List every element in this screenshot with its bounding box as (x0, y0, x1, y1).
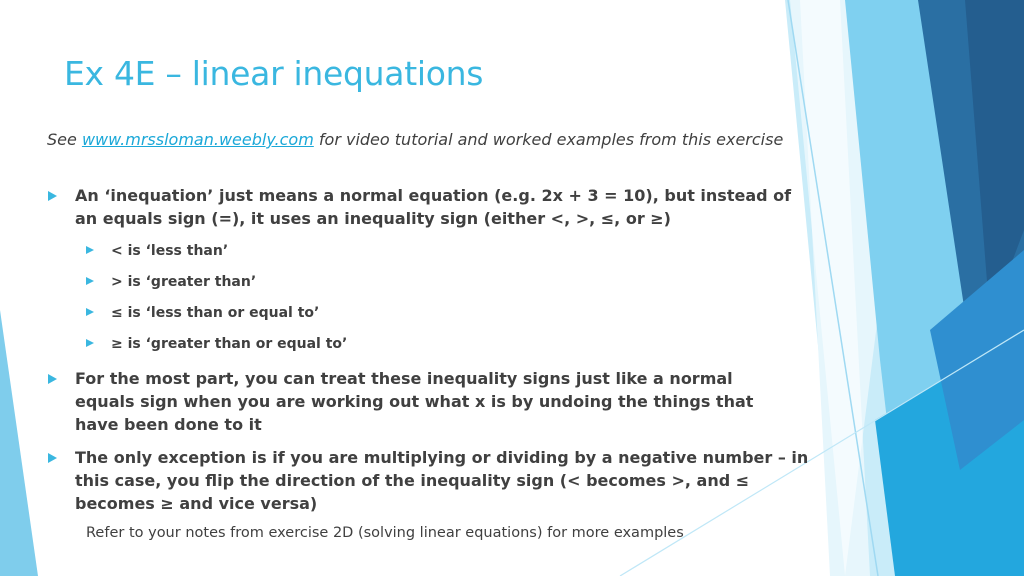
bullet-arrow-icon (48, 453, 57, 463)
sub-bullet-item (111, 241, 228, 261)
bullet-text: An ‘inequation’ just means a normal equation (e.g. 2x + 3 = 10), but instead of an equals sign (=), it uses an inequality sign (either <, >, ≤, or ≥) (75, 186, 792, 228)
footnote-text: Refer to your notes from exercise 2D (solving linear equations) for more examples (86, 525, 684, 541)
bullet-item (75, 184, 805, 230)
intro-suffix: for video tutorial and worked examples from this exercise (313, 130, 784, 149)
sub-bullet-item (111, 303, 319, 323)
bullet-item (75, 446, 810, 515)
sub-bullet-item (111, 334, 347, 354)
sub-bullet-item (111, 272, 256, 292)
bullet-arrow-icon (48, 374, 57, 384)
sub-bullet-arrow-icon (86, 277, 94, 285)
sub-bullet-text: < is ‘less than’ (111, 243, 229, 259)
bullet-item (75, 367, 795, 436)
sub-bullet-text: ≥ is ‘greater than or equal to’ (111, 336, 348, 352)
sub-bullet-arrow-icon (86, 246, 94, 254)
bullet-arrow-icon (48, 191, 57, 201)
sub-bullet-arrow-icon (86, 308, 94, 316)
slide-title: Ex 4E – linear inequations (64, 54, 484, 93)
sub-bullet-text: > is ‘greater than’ (111, 274, 257, 290)
sub-bullet-text: ≤ is ‘less than or equal to’ (111, 305, 320, 321)
left-decor-shape (0, 310, 38, 576)
intro-text (47, 128, 787, 151)
website-link[interactable]: www.mrssloman.weebly.com (81, 130, 314, 149)
intro-prefix: See (47, 130, 82, 149)
bullet-text: For the most part, you can treat these inequality signs just like a normal equals sign when you are working out what x is by undoing the things that have been done to it (75, 369, 754, 434)
sub-bullet-arrow-icon (86, 339, 94, 347)
bullet-text: The only exception is if you are multiplying or dividing by a negative number – in this case, you flip the direction of the inequality sign (< becomes >, and ≤ becomes ≥ and vice versa) (75, 448, 809, 513)
